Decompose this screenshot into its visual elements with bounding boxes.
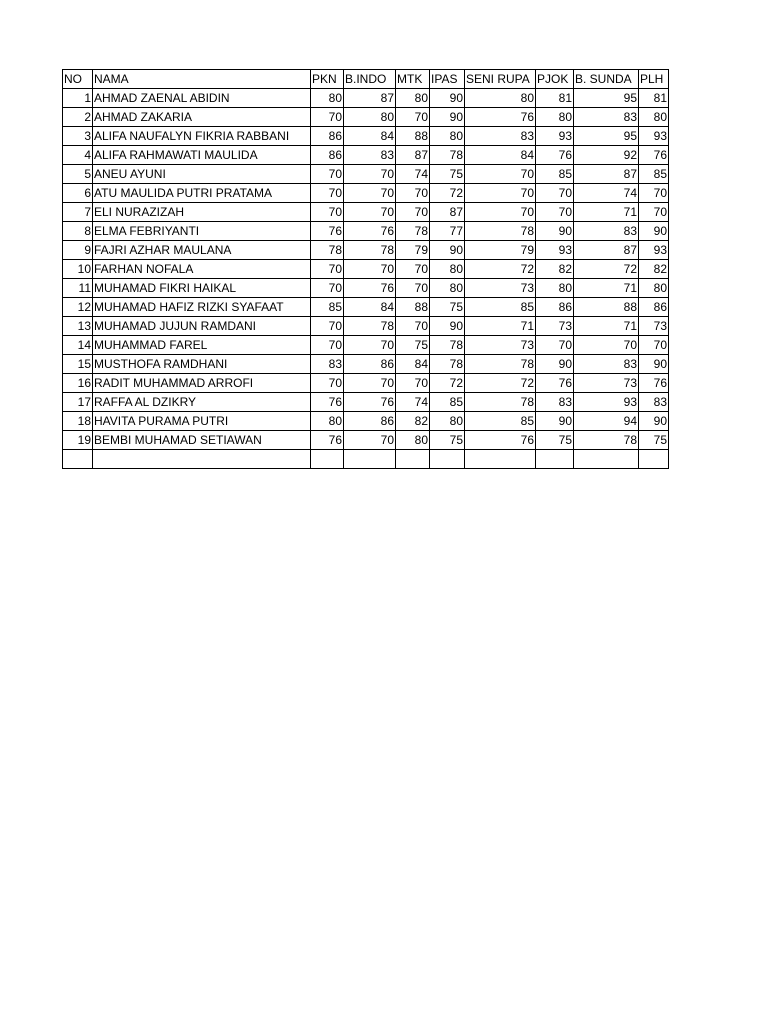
cell-pjok: 86 (536, 298, 574, 317)
cell-b-sunda: 72 (574, 260, 639, 279)
cell-nama: ELI NURAZIZAH (93, 203, 311, 222)
cell-mtk: 70 (396, 317, 430, 336)
cell-nama: ALIFA NAUFALYN FIKRIA RABBANI (93, 127, 311, 146)
cell-plh: 76 (639, 374, 669, 393)
cell-nama: RADIT MUHAMMAD ARROFI (93, 374, 311, 393)
cell-plh: 80 (639, 279, 669, 298)
cell-pkn: 70 (311, 165, 344, 184)
cell-b-sunda: 74 (574, 184, 639, 203)
cell-no: 3 (63, 127, 93, 146)
cell-pkn: 70 (311, 279, 344, 298)
cell-pkn: 78 (311, 241, 344, 260)
table-row (63, 108, 669, 127)
cell-pkn: 70 (311, 260, 344, 279)
cell-no: 17 (63, 393, 93, 412)
cell-b-indo: 70 (344, 260, 396, 279)
cell-ipas: 90 (430, 108, 465, 127)
cell-no: 18 (63, 412, 93, 431)
cell-mtk (396, 450, 430, 469)
cell-mtk: 70 (396, 374, 430, 393)
cell-mtk: 70 (396, 260, 430, 279)
table-row (63, 298, 669, 317)
cell-b-sunda: 95 (574, 127, 639, 146)
cell-pkn (311, 450, 344, 469)
cell-pjok: 90 (536, 222, 574, 241)
cell-mtk: 75 (396, 336, 430, 355)
cell-plh: 82 (639, 260, 669, 279)
cell-mtk: 80 (396, 89, 430, 108)
cell-pjok: 81 (536, 89, 574, 108)
cell-plh: 86 (639, 298, 669, 317)
cell-mtk: 82 (396, 412, 430, 431)
cell-b-indo: 76 (344, 279, 396, 298)
cell-plh: 93 (639, 241, 669, 260)
cell-nama: FARHAN NOFALA (93, 260, 311, 279)
table-row (63, 374, 669, 393)
cell-plh: 85 (639, 165, 669, 184)
cell-no: 11 (63, 279, 93, 298)
cell-pkn: 70 (311, 336, 344, 355)
cell-pkn: 76 (311, 431, 344, 450)
cell-pkn: 76 (311, 393, 344, 412)
table-row (63, 393, 669, 412)
cell-pkn: 86 (311, 146, 344, 165)
cell-seni-rupa: 85 (465, 298, 536, 317)
cell-pkn: 76 (311, 222, 344, 241)
cell-mtk: 70 (396, 203, 430, 222)
cell-b-sunda: 70 (574, 336, 639, 355)
cell-b-sunda: 71 (574, 317, 639, 336)
cell-pjok: 90 (536, 355, 574, 374)
cell-pjok: 93 (536, 241, 574, 260)
table-row (63, 241, 669, 260)
cell-b-sunda: 93 (574, 393, 639, 412)
cell-plh: 76 (639, 146, 669, 165)
cell-b-sunda: 73 (574, 374, 639, 393)
cell-seni-rupa (465, 450, 536, 469)
cell-no: 10 (63, 260, 93, 279)
cell-pjok: 80 (536, 108, 574, 127)
cell-b-sunda: 78 (574, 431, 639, 450)
cell-plh: 93 (639, 127, 669, 146)
cell-nama: MUHAMAD JUJUN RAMDANI (93, 317, 311, 336)
cell-mtk: 79 (396, 241, 430, 260)
cell-pkn: 70 (311, 108, 344, 127)
cell-no: 16 (63, 374, 93, 393)
table-row (63, 317, 669, 336)
cell-no: 13 (63, 317, 93, 336)
cell-nama: ATU MAULIDA PUTRI PRATAMA (93, 184, 311, 203)
header-plh: PLH (639, 70, 669, 89)
cell-pkn: 70 (311, 374, 344, 393)
cell-pkn: 83 (311, 355, 344, 374)
cell-mtk: 84 (396, 355, 430, 374)
cell-ipas: 80 (430, 279, 465, 298)
cell-plh (639, 450, 669, 469)
cell-seni-rupa: 78 (465, 355, 536, 374)
cell-pjok: 70 (536, 336, 574, 355)
cell-b-indo: 70 (344, 165, 396, 184)
cell-ipas: 90 (430, 89, 465, 108)
cell-b-indo (344, 450, 396, 469)
cell-ipas: 72 (430, 184, 465, 203)
cell-seni-rupa: 84 (465, 146, 536, 165)
cell-b-sunda: 71 (574, 203, 639, 222)
header-nama: NAMA (93, 70, 311, 89)
cell-b-indo: 86 (344, 355, 396, 374)
cell-plh: 70 (639, 184, 669, 203)
table-row (63, 412, 669, 431)
cell-ipas: 78 (430, 336, 465, 355)
header-b-sunda: B. SUNDA (574, 70, 639, 89)
cell-mtk: 74 (396, 165, 430, 184)
cell-pjok: 76 (536, 374, 574, 393)
cell-nama (93, 450, 311, 469)
header-no: NO (63, 70, 93, 89)
cell-ipas: 80 (430, 412, 465, 431)
table-row (63, 336, 669, 355)
cell-pjok: 75 (536, 431, 574, 450)
grades-sheet (62, 69, 669, 469)
cell-pjok: 73 (536, 317, 574, 336)
cell-nama: ALIFA RAHMAWATI MAULIDA (93, 146, 311, 165)
cell-pkn: 86 (311, 127, 344, 146)
cell-b-indo: 76 (344, 393, 396, 412)
cell-mtk: 70 (396, 184, 430, 203)
cell-seni-rupa: 73 (465, 336, 536, 355)
cell-b-sunda: 88 (574, 298, 639, 317)
cell-no: 12 (63, 298, 93, 317)
cell-nama: MUHAMAD FIKRI HAIKAL (93, 279, 311, 298)
cell-ipas: 75 (430, 431, 465, 450)
cell-plh: 70 (639, 336, 669, 355)
cell-b-indo: 78 (344, 317, 396, 336)
cell-plh: 90 (639, 355, 669, 374)
cell-pjok: 83 (536, 393, 574, 412)
cell-ipas: 75 (430, 298, 465, 317)
cell-b-sunda (574, 450, 639, 469)
cell-b-indo: 83 (344, 146, 396, 165)
cell-pkn: 70 (311, 317, 344, 336)
cell-seni-rupa: 72 (465, 260, 536, 279)
cell-pkn: 80 (311, 89, 344, 108)
cell-seni-rupa: 76 (465, 108, 536, 127)
cell-b-indo: 70 (344, 336, 396, 355)
grades-table (62, 69, 669, 469)
cell-seni-rupa: 85 (465, 412, 536, 431)
cell-mtk: 78 (396, 222, 430, 241)
table-row (63, 450, 669, 469)
cell-seni-rupa: 78 (465, 222, 536, 241)
cell-ipas: 80 (430, 127, 465, 146)
table-row (63, 184, 669, 203)
cell-plh: 90 (639, 222, 669, 241)
cell-no: 6 (63, 184, 93, 203)
cell-ipas: 78 (430, 146, 465, 165)
cell-b-sunda: 95 (574, 89, 639, 108)
cell-b-indo: 78 (344, 241, 396, 260)
cell-no: 19 (63, 431, 93, 450)
cell-nama: FAJRI AZHAR MAULANA (93, 241, 311, 260)
cell-seni-rupa: 83 (465, 127, 536, 146)
cell-b-sunda: 83 (574, 355, 639, 374)
table-row (63, 279, 669, 298)
cell-ipas: 77 (430, 222, 465, 241)
cell-pjok: 76 (536, 146, 574, 165)
cell-mtk: 88 (396, 298, 430, 317)
cell-no: 5 (63, 165, 93, 184)
cell-b-sunda: 71 (574, 279, 639, 298)
cell-ipas: 90 (430, 317, 465, 336)
cell-pjok: 70 (536, 184, 574, 203)
cell-no: 8 (63, 222, 93, 241)
cell-no: 15 (63, 355, 93, 374)
table-row (63, 146, 669, 165)
cell-b-sunda: 87 (574, 241, 639, 260)
cell-b-sunda: 94 (574, 412, 639, 431)
cell-b-indo: 76 (344, 222, 396, 241)
cell-pjok: 90 (536, 412, 574, 431)
cell-nama: MUSTHOFA RAMDHANI (93, 355, 311, 374)
cell-pjok: 80 (536, 279, 574, 298)
cell-seni-rupa: 73 (465, 279, 536, 298)
cell-mtk: 87 (396, 146, 430, 165)
header-seni-rupa: SENI RUPA (465, 70, 536, 89)
header-mtk: MTK (396, 70, 430, 89)
cell-pkn: 70 (311, 184, 344, 203)
cell-plh: 73 (639, 317, 669, 336)
header-ipas: IPAS (430, 70, 465, 89)
cell-b-indo: 86 (344, 412, 396, 431)
cell-ipas: 90 (430, 241, 465, 260)
cell-nama: AHMAD ZAENAL ABIDIN (93, 89, 311, 108)
cell-plh: 80 (639, 108, 669, 127)
table-row (63, 222, 669, 241)
cell-seni-rupa: 76 (465, 431, 536, 450)
cell-no: 2 (63, 108, 93, 127)
header-b-indo: B.INDO (344, 70, 396, 89)
cell-seni-rupa: 79 (465, 241, 536, 260)
cell-no (63, 450, 93, 469)
cell-plh: 83 (639, 393, 669, 412)
cell-seni-rupa: 78 (465, 393, 536, 412)
cell-ipas: 78 (430, 355, 465, 374)
cell-mtk: 80 (396, 431, 430, 450)
cell-ipas: 87 (430, 203, 465, 222)
cell-b-sunda: 87 (574, 165, 639, 184)
cell-no: 9 (63, 241, 93, 260)
table-row (63, 127, 669, 146)
cell-mtk: 88 (396, 127, 430, 146)
cell-mtk: 70 (396, 108, 430, 127)
cell-ipas: 75 (430, 165, 465, 184)
cell-b-indo: 70 (344, 184, 396, 203)
cell-mtk: 74 (396, 393, 430, 412)
cell-seni-rupa: 80 (465, 89, 536, 108)
header-row (63, 70, 669, 89)
cell-b-indo: 87 (344, 89, 396, 108)
cell-no: 14 (63, 336, 93, 355)
cell-nama: BEMBI MUHAMAD SETIAWAN (93, 431, 311, 450)
cell-seni-rupa: 70 (465, 184, 536, 203)
cell-ipas: 72 (430, 374, 465, 393)
cell-seni-rupa: 70 (465, 203, 536, 222)
cell-ipas: 80 (430, 260, 465, 279)
cell-pkn: 70 (311, 203, 344, 222)
cell-b-sunda: 92 (574, 146, 639, 165)
cell-b-indo: 70 (344, 374, 396, 393)
cell-nama: AHMAD ZAKARIA (93, 108, 311, 127)
cell-pjok: 85 (536, 165, 574, 184)
cell-mtk: 70 (396, 279, 430, 298)
cell-seni-rupa: 70 (465, 165, 536, 184)
cell-b-indo: 70 (344, 203, 396, 222)
cell-pjok: 82 (536, 260, 574, 279)
cell-plh: 75 (639, 431, 669, 450)
cell-pjok: 70 (536, 203, 574, 222)
cell-no: 4 (63, 146, 93, 165)
header-pjok: PJOK (536, 70, 574, 89)
cell-pjok (536, 450, 574, 469)
cell-plh: 90 (639, 412, 669, 431)
cell-nama: MUHAMAD HAFIZ RIZKI SYAFAAT (93, 298, 311, 317)
cell-pkn: 80 (311, 412, 344, 431)
cell-nama: ANEU AYUNI (93, 165, 311, 184)
cell-no: 1 (63, 89, 93, 108)
cell-b-indo: 80 (344, 108, 396, 127)
cell-seni-rupa: 71 (465, 317, 536, 336)
cell-b-sunda: 83 (574, 108, 639, 127)
cell-plh: 70 (639, 203, 669, 222)
table-row (63, 431, 669, 450)
cell-nama: RAFFA AL DZIKRY (93, 393, 311, 412)
table-row (63, 203, 669, 222)
table-row (63, 89, 669, 108)
cell-ipas (430, 450, 465, 469)
cell-b-indo: 84 (344, 298, 396, 317)
table-row (63, 165, 669, 184)
grades-body (63, 89, 669, 469)
cell-b-sunda: 83 (574, 222, 639, 241)
cell-nama: MUHAMMAD FAREL (93, 336, 311, 355)
header-pkn: PKN (311, 70, 344, 89)
cell-pkn: 85 (311, 298, 344, 317)
cell-b-indo: 70 (344, 431, 396, 450)
cell-nama: HAVITA PURAMA PUTRI (93, 412, 311, 431)
table-row (63, 355, 669, 374)
cell-plh: 81 (639, 89, 669, 108)
cell-nama: ELMA FEBRIYANTI (93, 222, 311, 241)
cell-no: 7 (63, 203, 93, 222)
cell-seni-rupa: 72 (465, 374, 536, 393)
cell-pjok: 93 (536, 127, 574, 146)
cell-b-indo: 84 (344, 127, 396, 146)
table-row (63, 260, 669, 279)
cell-ipas: 85 (430, 393, 465, 412)
